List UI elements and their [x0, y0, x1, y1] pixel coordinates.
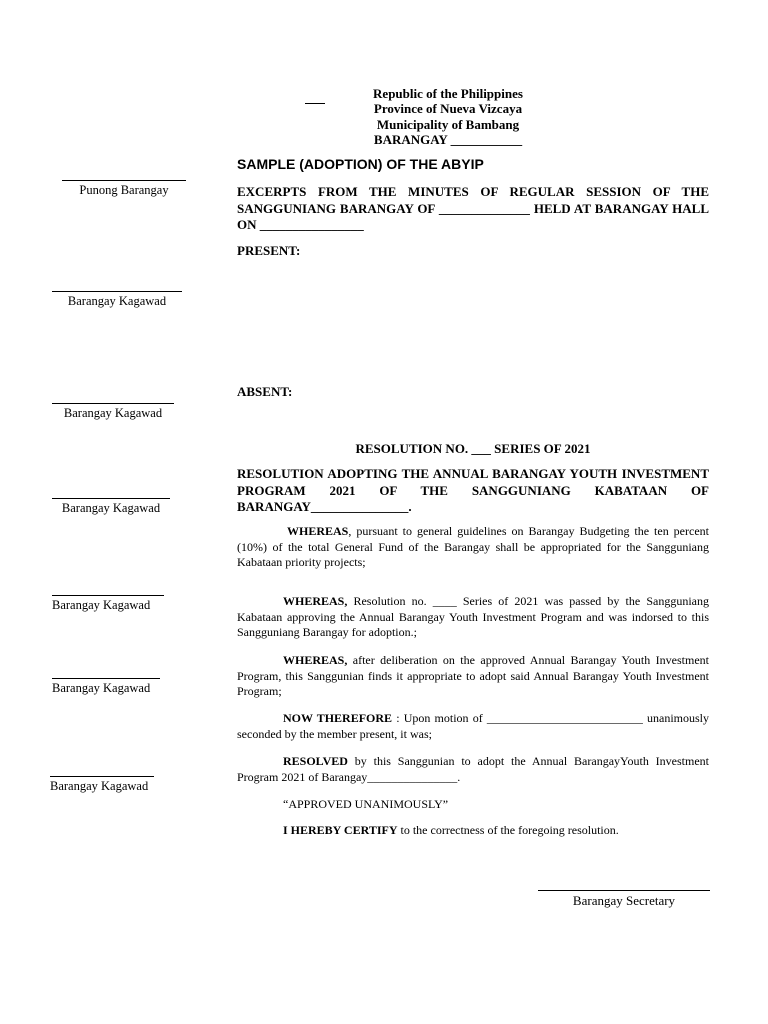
- resolution-number: RESOLUTION NO. ___ SERIES OF 2021: [355, 441, 591, 456]
- now-therefore-paragraph: [237, 711, 709, 742]
- whereas-lead: WHEREAS,: [283, 653, 348, 667]
- signatory-title: Barangay Kagawad: [52, 598, 151, 612]
- whereas-paragraph-2: [237, 594, 709, 641]
- signatory-title: Barangay Kagawad: [61, 501, 161, 515]
- resolved-paragraph: [237, 754, 709, 785]
- signature-line: [52, 498, 170, 499]
- signatory-kagawad-4: [52, 595, 164, 613]
- approved-text: “APPROVED UNANIMOUSLY”: [283, 797, 449, 811]
- header-municipality: Municipality of Bambang: [376, 117, 520, 132]
- resolution-title: RESOLUTION ADOPTING THE ANNUAL BARANGAY YOUTH INVESTMENT PROGRAM 2021 OF THE SANGGUNIANG KABATAAN OF BARANGAY_______________.: [237, 466, 709, 514]
- approved-unanimously: [237, 797, 709, 813]
- signature-line: [52, 678, 160, 679]
- signatory-title: Barangay Kagawad: [52, 681, 151, 695]
- signatory-kagawad-2: [52, 403, 174, 421]
- whereas-paragraph-3: [237, 653, 709, 700]
- header-province: Province of Nueva Vizcaya: [373, 101, 523, 116]
- present-label: PRESENT:: [237, 243, 301, 258]
- resolved-text: by this Sanggunian to adopt the Annual BarangayYouth Investment Program 2021 of Barangay_______________.: [237, 754, 709, 784]
- signature-line: [62, 180, 186, 181]
- signatory-kagawad-3: [52, 498, 170, 516]
- signatory-title: Punong Barangay: [79, 183, 169, 197]
- certify-text: to the correctness of the foregoing resolution.: [397, 823, 619, 837]
- header-republic: Republic of the Philippines: [373, 86, 523, 101]
- signatory-title: Barangay Kagawad: [63, 406, 163, 420]
- signatory-punong-barangay: [62, 180, 186, 198]
- excerpts-heading: EXCERPTS FROM THE MINUTES OF REGULAR SESSION OF THE SANGGUNIANG BARANGAY OF ______________ HELD AT BARANGAY HALL ON ________________: [237, 184, 709, 232]
- now-therefore-lead: NOW THEREFORE: [283, 711, 393, 725]
- whereas-lead: WHEREAS: [287, 524, 349, 538]
- sample-title: SAMPLE (ADOPTION) OF THE ABYIP: [237, 156, 484, 172]
- whereas-text: after deliberation on the approved Annual Barangay Youth Investment Program, this Sanggunian finds it appropriate to adopt said Annual Barangay Youth Investment Program;: [237, 653, 709, 698]
- signatory-kagawad-6: [50, 776, 154, 794]
- certify-paragraph: [237, 823, 709, 839]
- signatory-kagawad-5: [52, 678, 160, 696]
- signatory-kagawad-1: [52, 291, 182, 309]
- signature-line: [538, 890, 710, 891]
- certify-lead: I HEREBY CERTIFY: [283, 823, 398, 837]
- resolved-lead: RESOLVED: [283, 754, 348, 768]
- whereas-text: Resolution no. ____ Series of 2021 was passed by the Sangguniang Kabataan approving the Annual Barangay Youth Investment Program and was indorsed to this Sangguniang Barangay for adoption.;: [237, 594, 709, 639]
- header-dash: [305, 103, 325, 104]
- signatory-title: Barangay Kagawad: [67, 294, 167, 308]
- secretary-title: Barangay Secretary: [572, 893, 676, 908]
- signature-line: [52, 595, 164, 596]
- absent-label: ABSENT:: [237, 384, 293, 399]
- whereas-paragraph-1: [237, 524, 709, 571]
- signature-line: [52, 403, 174, 404]
- whereas-lead: WHEREAS,: [283, 594, 348, 608]
- signature-line: [50, 776, 154, 777]
- header-barangay: BARANGAY ___________: [373, 132, 523, 147]
- signature-line: [52, 291, 182, 292]
- secretary-signature: [538, 890, 710, 909]
- signatory-title: Barangay Kagawad: [50, 779, 149, 793]
- whereas-text: , pursuant to general guidelines on Barangay Budgeting the ten percent (10%) of the total General Fund of the Barangay shall be appropriated for the Sangguniang Kabataan priority projects;: [237, 524, 709, 569]
- now-therefore-text: : Upon motion of __________________________ unanimously seconded by the member present, it was;: [237, 711, 709, 741]
